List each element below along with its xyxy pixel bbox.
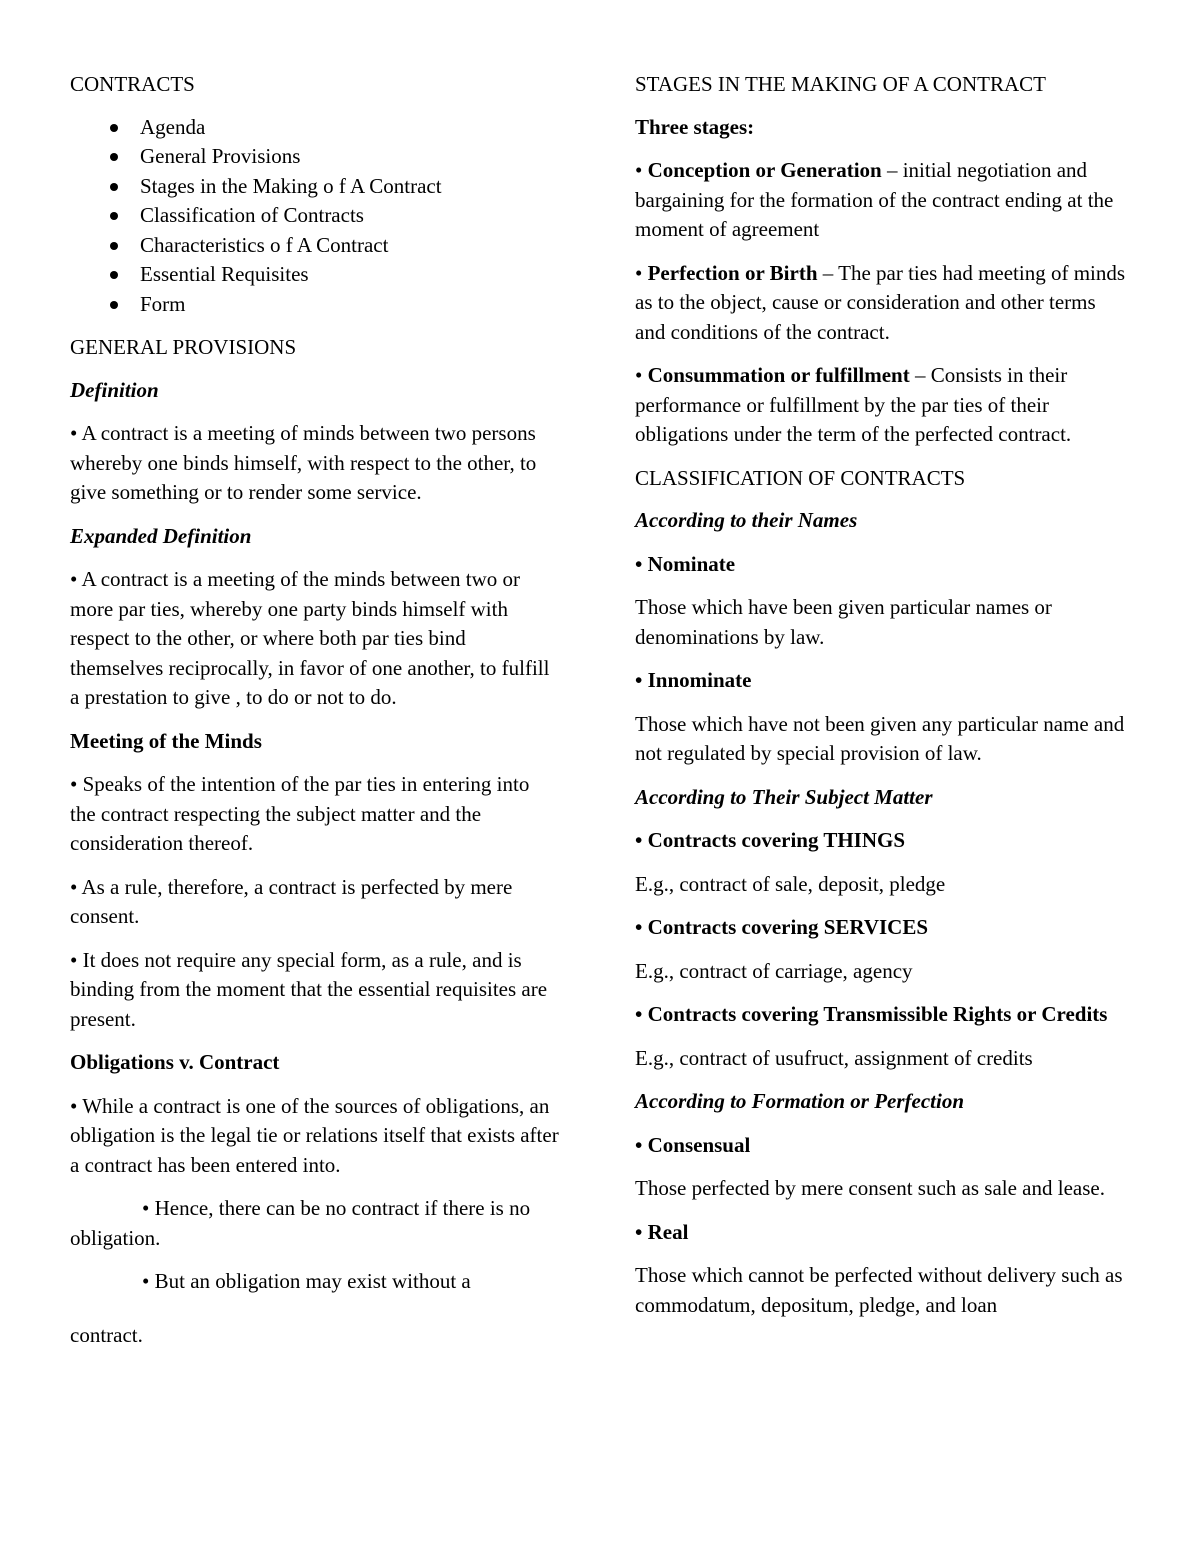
obligations-paragraph-2: • Hence, there can be no contract if there is no obligation. [70, 1196, 531, 1250]
classification-heading: CLASSIFICATION OF CONTRACTS [635, 465, 966, 490]
nominate-title: • Nominate [635, 551, 736, 576]
nominate-text: Those which have been given particular names or denominations by law. [635, 595, 1052, 649]
consensual-title: • Consensual [635, 1132, 751, 1157]
real-title: • Real [635, 1219, 689, 1244]
bullet-icon [110, 271, 118, 279]
definition-text: • A contract is a meeting of minds between two persons whereby one binds himself, with respect to the other, to give something or to render some service. [70, 421, 537, 504]
meeting-paragraph-3: • It does not require any special form, as a rule, and is binding from the moment that the essential requisites are present. [70, 947, 548, 1031]
innominate-title: • Innominate [635, 668, 752, 692]
list-item: Stages in the Making o f A Contract [70, 172, 560, 202]
list-item: Characteristics o f A Contract [70, 231, 560, 261]
obligations-paragraph-1: • While a contract is one of the sources of obligations, an obligation is the legal tie or relations itself that exists after a contract has been entered into. [70, 1093, 559, 1177]
stage-2: • Perfection or Birth – The par ties had meeting of minds as to the object, cause or consideration and other terms and conditions of the contract. [635, 260, 1126, 344]
bullet-icon [110, 301, 118, 309]
subject-matter-heading: According to Their Subject Matter [635, 784, 933, 809]
three-stages-label: Three stages: [635, 114, 755, 139]
obligations-paragraph-3: • But an obligation may exist without a [142, 1269, 471, 1293]
stages-heading: STAGES IN THE MAKING OF A CONTRACT [635, 72, 1046, 96]
stage-3: • Consummation or fulfillment – Consists in their performance or fulfillment by the par ties of their obligations under the term of the perfected contract. [635, 363, 1072, 446]
real-text: Those which cannot be perfected without delivery such as commodatum, depositum, pledge, and loan [635, 1263, 1123, 1317]
agenda-list [70, 113, 560, 320]
consensual-text: Those perfected by mere consent such as sale and lease. [635, 1176, 1105, 1200]
stage-3-title: Consummation or fulfillment [647, 363, 910, 387]
expanded-definition-text: • A contract is a meeting of the minds between two or more par ties, whereby one party binds himself with respect to the other, or where both par ties bind themselves reciprocally, in favor of one another, to fulfill a prestation to give , to do or not to do. [70, 567, 550, 709]
stage-1-text: – initial negotiation and bargaining for the formation of the contract ending at the moment of agreement [635, 158, 1114, 241]
stage-2-title: Perfection or Birth [647, 260, 818, 285]
list-item: Agenda [70, 113, 560, 143]
right-column [635, 70, 1130, 1334]
contracts-title: CONTRACTS [70, 72, 195, 96]
things-text: E.g., contract of sale, deposit, pledge [635, 871, 946, 896]
things-title: • Contracts covering THINGS [635, 828, 906, 852]
general-provisions-heading: GENERAL PROVISIONS [70, 335, 297, 359]
stage-2-text: – The par ties had meeting of minds as to the object, cause or consideration and other terms and conditions of the contract. [635, 260, 1126, 344]
stage-1-title: Conception or Generation [647, 158, 882, 182]
stage-3-text: – Consists in their performance or fulfillment by the par ties of their obligations under the term of the perfected contract. [635, 363, 1072, 446]
names-heading: According to their Names [635, 508, 858, 532]
expanded-definition-heading: Expanded Definition [70, 523, 252, 548]
stage-1: • Conception or Generation – initial negotiation and bargaining for the formation of the contract ending at the moment of agreement [635, 158, 1114, 241]
obligations-paragraph-3-end: contract. [70, 1322, 143, 1347]
list-item: General Provisions [70, 142, 560, 172]
rights-title: • Contracts covering Transmissible Rights or Credits [635, 1002, 1108, 1026]
obligations-heading: Obligations v. Contract [70, 1050, 280, 1074]
left-column [70, 70, 560, 1364]
list-item: Classification of Contracts [70, 201, 560, 231]
meeting-paragraph-1: • Speaks of the intention of the par ties in entering into the contract respecting the subject matter and the consideration thereof. [70, 772, 530, 855]
meeting-of-minds-heading: Meeting of the Minds [70, 728, 262, 753]
definition-heading: Definition [70, 377, 159, 402]
innominate-text: Those which have not been given any particular name and not regulated by special provision of law. [635, 711, 1125, 765]
list-item: Form [70, 290, 560, 320]
bullet-icon [110, 212, 118, 220]
services-text: E.g., contract of carriage, agency [635, 958, 913, 983]
rights-text: E.g., contract of usufruct, assignment of credits [635, 1045, 1033, 1070]
bullet-icon [110, 183, 118, 191]
bullet-icon [110, 124, 118, 132]
bullet-icon [110, 242, 118, 250]
bullet-icon [110, 153, 118, 161]
list-item: Essential Requisites [70, 260, 560, 290]
services-title: • Contracts covering SERVICES [635, 915, 929, 939]
meeting-paragraph-2: • As a rule, therefore, a contract is perfected by mere consent. [70, 874, 513, 928]
formation-heading: According to Formation or Perfection [635, 1089, 965, 1113]
